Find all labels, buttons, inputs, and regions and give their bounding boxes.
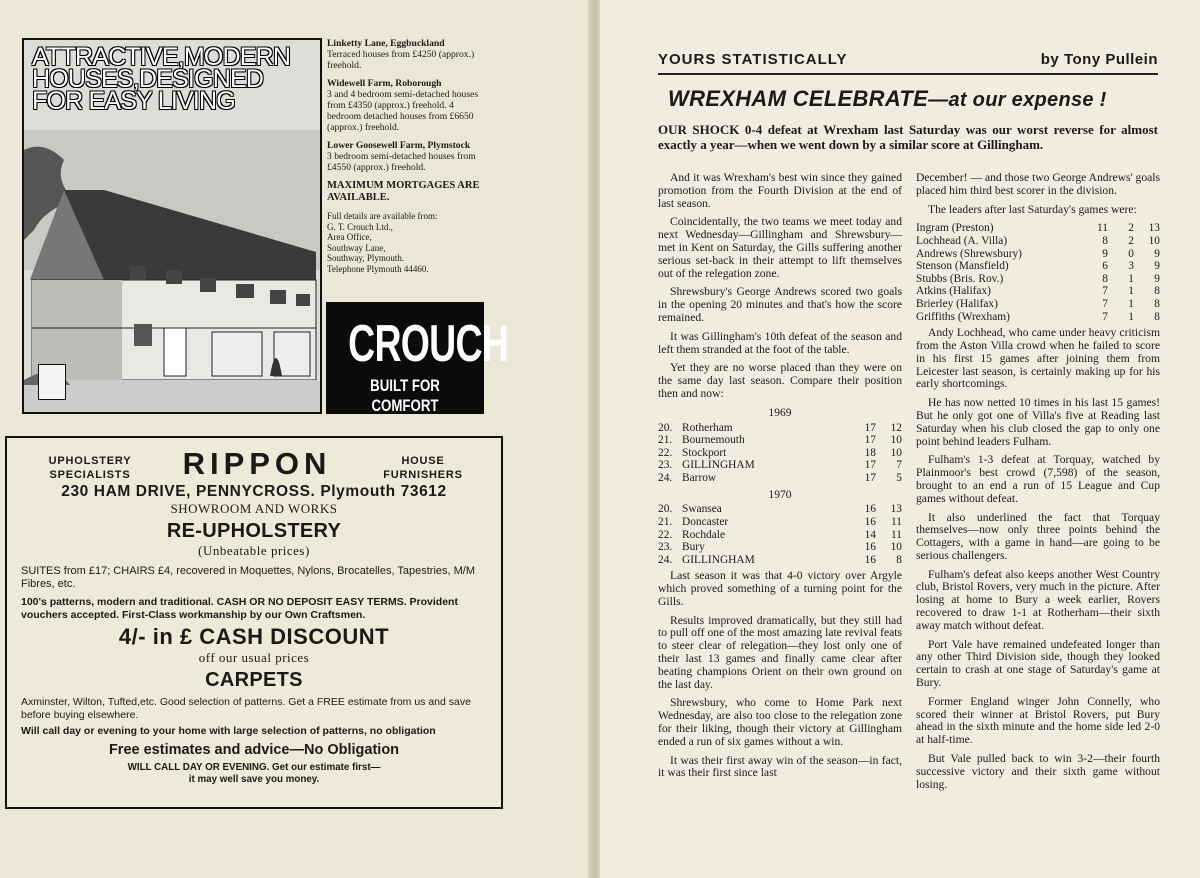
- pos-cell: 22.: [658, 446, 673, 459]
- article-title: [668, 86, 1107, 112]
- paragraph: Last season it was that 4-0 victory over Argyle which proved something of a turning point for the Gills.: [658, 569, 902, 608]
- scorer-name: Griffiths (Wrexham): [916, 310, 1010, 323]
- mortgage-notice: MAXIMUM MORTGAGES ARE AVAILABLE.: [327, 180, 480, 203]
- scorer-name: Ingram (Preston): [916, 222, 994, 235]
- cup-goals: 0: [1128, 247, 1134, 260]
- address-line: Southway Lane,: [327, 242, 386, 253]
- points-cell: 12: [890, 421, 902, 434]
- crouch-advert: [22, 38, 509, 415]
- scorer-name: Stenson (Mansfield): [916, 260, 1009, 273]
- address-line: G. T. Crouch Ltd.,: [327, 221, 393, 232]
- paragraph: December! — and those two George Andrews' goals placed him third best scorer in the division.: [916, 171, 1160, 197]
- scorers-table: [916, 222, 1160, 323]
- table-row: [658, 554, 902, 567]
- location-name: Linketty Lane, Eggbuckland: [327, 38, 445, 49]
- pos-cell: 24.: [658, 471, 673, 484]
- furnishers-tag: HOUSE FURNISHERS: [383, 455, 463, 481]
- team-cell: Doncaster: [682, 515, 729, 528]
- league-goals: 7: [1102, 310, 1108, 323]
- paragraph: The leaders after last Saturday's games were:: [928, 202, 1137, 216]
- pos-cell: 21.: [658, 434, 673, 447]
- team-cell: Swansea: [682, 503, 722, 516]
- address-line: Area Office,: [327, 232, 372, 243]
- total-goals: 8: [1154, 297, 1160, 310]
- pos-cell: 23.: [658, 459, 673, 472]
- scorer-name: Atkins (Halifax): [916, 285, 991, 298]
- cup-goals: 1: [1128, 285, 1134, 298]
- total-goals: 13: [1148, 222, 1160, 235]
- paragraph: It was Gillingham's 10th defeat of the season and left them stranded at the foot of the table.: [658, 329, 902, 356]
- pos-cell: 24.: [658, 553, 673, 566]
- logo-name: CROUCH: [348, 315, 509, 373]
- save-money: it may well save you money.: [188, 774, 320, 785]
- points-cell: 10: [890, 434, 902, 447]
- paragraph: But Vale pulled back to win 3-2—their fourth successive victory and their sixth game without losing.: [916, 752, 1160, 791]
- paragraph: Results improved dramatically, but they still had to pull off one of the most amazing late revival feats to steer clear of relegation—they lost only one of their last 13 games and finally came clear after beating champions Orient on their own ground on the last day.: [658, 613, 902, 691]
- crouch-logo: [326, 302, 509, 415]
- logo-tagline: BUILT FOR COMFORT: [370, 376, 440, 415]
- points-cell: 13: [890, 503, 902, 516]
- played-cell: 17: [864, 459, 876, 472]
- team-cell: GILLINGHAM: [682, 459, 755, 472]
- title-sub: —at our expense !: [928, 89, 1107, 111]
- carpets-heading: CARPETS: [205, 669, 303, 691]
- showroom-line: SHOWROOM AND WORKS: [170, 501, 338, 516]
- scorer-name: Brierley (Halifax): [916, 297, 998, 310]
- points-cell: 7: [896, 459, 902, 472]
- table-row: [658, 529, 902, 542]
- paragraph: Fulham's defeat also keeps another West Country club, Bristol Rovers, very much in the picture. After losing at home to Bury a week earlier, Rovers recovered to draw 1-1 at Rotherham—their sixth away match without defeat.: [916, 567, 1160, 632]
- cup-goals: 1: [1128, 310, 1134, 323]
- table-row: [916, 222, 1160, 235]
- details-intro: Full details are available from:: [327, 211, 438, 221]
- table-1970-label: 1970: [768, 487, 792, 501]
- points-cell: 5: [896, 471, 902, 484]
- table-row: [658, 459, 902, 472]
- table-row: [658, 503, 902, 516]
- points-cell: 10: [890, 541, 902, 554]
- scorer-name: Stubbs (Bris. Rov.): [916, 272, 1004, 285]
- off-prices: off our usual prices: [198, 650, 310, 665]
- paragraph: He has now netted 10 times in his last 15 games! But he only got one of Villa's five at Reading last Saturday when his club closed the gap to only one point behind leaders Fulham.: [916, 396, 1160, 448]
- article-column-1: [658, 172, 902, 786]
- paragraph: Shrewsbury's George Andrews scored two goals in the opening 20 minutes and that's how the score remained.: [658, 285, 902, 324]
- column-masthead: [658, 49, 1158, 75]
- cup-goals: 2: [1128, 234, 1134, 247]
- scorer-name: Lochhead (A. Villa): [916, 234, 1008, 247]
- played-cell: 16: [864, 553, 876, 566]
- paragraph: Andy Lochhead, who came under heavy criticism from the Aston Villa crowd when he failed to score in his first 15 games after joining them from Leicester last season, is certainly making up for his early shortcomings.: [916, 326, 1160, 391]
- rippon-name: RIPPON: [182, 446, 332, 481]
- played-cell: 16: [864, 541, 876, 554]
- article-lead: OUR SHOCK 0-4 defeat at Wrexham last Saturday was our worst reverse for almost exactly a year—when we went down by a similar score at Gillingham.: [658, 122, 1158, 152]
- cup-goals: 1: [1128, 297, 1134, 310]
- paragraph: And it was Wrexham's best win since they gained promotion from the Fourth Division at the end of last season.: [658, 171, 902, 210]
- total-goals: 9: [1154, 272, 1160, 285]
- location-desc: 3 and 4 bedroom semi-detached houses from £4350 (approx.) freehold. 4 bedroom detached houses from £6650 (approx.) freehold.: [327, 89, 479, 133]
- played-cell: 17: [864, 471, 876, 484]
- free-estimates: Free estimates and advice—No Obligation: [108, 742, 400, 758]
- title-main: WREXHAM CELEBRATE: [668, 86, 929, 111]
- team-cell: Rotherham: [682, 421, 733, 434]
- played-cell: 17: [864, 434, 876, 447]
- pos-cell: 21.: [658, 515, 673, 528]
- location-name: Lower Goosewell Farm, Plymstock: [327, 140, 471, 151]
- address-line: Telephone Plymouth 44460.: [327, 263, 429, 274]
- total-goals: 10: [1148, 234, 1160, 247]
- total-goals: 8: [1154, 310, 1160, 323]
- team-cell: Bury: [682, 541, 705, 554]
- league-goals: 7: [1102, 285, 1108, 298]
- will-call-caps: WILL CALL DAY OR EVENING. Get our estimate first—: [127, 762, 381, 773]
- patterns-text: 100's patterns, modern and traditional. CASH OR NO DEPOSIT EASY TERMS. Provident vouchers accepted. First-Class workmanship by our Own Craftsmen.: [21, 596, 458, 621]
- unbeatable-line: (Unbeatable prices): [198, 543, 310, 558]
- table-1970: [658, 503, 902, 566]
- played-cell: 16: [864, 503, 876, 516]
- table-1969: [658, 422, 902, 485]
- paragraph: Fulham's 1-3 defeat at Torquay, watched by Plainmoor's best crowd (7,598) of the season, brought to an end a run of 15 League and Cup games without defeat.: [916, 453, 1160, 505]
- pos-cell: 22.: [658, 528, 673, 541]
- location-goosewell: [327, 140, 487, 173]
- team-cell: Barrow: [682, 471, 717, 484]
- cash-discount: 4/- in £ CASH DISCOUNT: [118, 624, 390, 649]
- location-widewell: [327, 78, 487, 133]
- played-cell: 18: [864, 446, 876, 459]
- crouch-details: [327, 38, 487, 275]
- total-goals: 8: [1154, 285, 1160, 298]
- house-photo: [22, 38, 322, 414]
- paragraph: Port Vale have remained undefeated longer than any other Third Division side, though they looked certain to crash at one stage of Saturday's game at Bury.: [916, 637, 1160, 690]
- table-row: [658, 516, 902, 529]
- pos-cell: 20.: [658, 421, 673, 434]
- advert-headline: ATTRACTIVE,MODERN HOUSES,DESIGNED FOR EASY LIVING: [32, 43, 291, 115]
- total-goals: 9: [1154, 260, 1160, 273]
- address-line: Southway, Plymouth.: [327, 253, 405, 264]
- column-name: YOURS STATISTICALLY: [658, 51, 848, 68]
- location-desc: Terraced houses from £4250 (approx.) freehold.: [327, 49, 475, 71]
- team-cell: Bournemouth: [682, 434, 745, 447]
- table-row: [658, 434, 902, 447]
- rippon-address: 230 HAM DRIVE, PENNYCROSS. Plymouth 73612: [61, 483, 447, 500]
- right-page: [600, 0, 1200, 878]
- location-linketty: [327, 38, 487, 71]
- league-goals: 7: [1102, 297, 1108, 310]
- points-cell: 8: [896, 553, 902, 566]
- team-cell: GILLINGHAM: [682, 553, 755, 566]
- played-cell: 17: [864, 421, 876, 434]
- paragraph: Yet they are no worse placed than they were on the same day last season. Compare their position then and now:: [658, 361, 902, 400]
- byline: by Tony Pullein: [1040, 51, 1158, 68]
- pos-cell: 20.: [658, 503, 673, 516]
- played-cell: 14: [864, 528, 876, 541]
- league-goals: 6: [1102, 260, 1108, 273]
- cup-goals: 3: [1128, 260, 1134, 273]
- table-1969-label: 1969: [768, 405, 792, 419]
- paragraph: It also underlined the fact that Torquay themselves—now only three points behind the Cottagers, with a game in hand—are going to be serious challengers.: [916, 510, 1160, 562]
- table-row: [916, 235, 1160, 248]
- article-column-2: [916, 172, 1160, 797]
- will-call-text: Will call day or evening to your home with large selection of patterns, no obligation: [21, 725, 436, 737]
- location-desc: 3 bedroom semi-detached houses from £4550 (approx.) freehold.: [327, 151, 476, 173]
- table-row: [658, 422, 902, 435]
- league-goals: 9: [1102, 247, 1108, 260]
- table-row: [658, 447, 902, 460]
- cup-goals: 2: [1128, 222, 1134, 235]
- upholstery-tag: UPHOLSTERY SPECIALISTS: [48, 455, 132, 481]
- table-row: [658, 472, 902, 485]
- rippon-header: [7, 438, 501, 482]
- suites-text: SUITES from £17; CHAIRS £4, recovered in Moquettes, Nylons, Brocatelles, Tapestries, M/M Fibres, etc.: [21, 565, 476, 590]
- points-cell: 10: [890, 446, 902, 459]
- cup-goals: 1: [1128, 272, 1134, 285]
- rippon-advert: [5, 436, 503, 809]
- total-goals: 9: [1154, 247, 1160, 260]
- scorer-name: Andrews (Shrewsbury): [916, 247, 1022, 260]
- league-goals: 11: [1097, 222, 1108, 235]
- table-row: [916, 285, 1160, 298]
- league-goals: 8: [1102, 272, 1108, 285]
- builder-badge: [38, 364, 66, 400]
- table-row: [916, 298, 1160, 311]
- table-row: [916, 273, 1160, 286]
- paragraph: Former England winger John Connelly, who scored their winner at Bristol Rovers, put Bury ahead in the sixth minute and the home side led 2-0 at half-time.: [916, 694, 1160, 747]
- played-cell: 16: [864, 515, 876, 528]
- team-cell: Stockport: [682, 446, 727, 459]
- reupholstery-heading: RE-UPHOLSTERY: [166, 520, 342, 542]
- table-row: [658, 541, 902, 554]
- pos-cell: 23.: [658, 541, 673, 554]
- team-cell: Rochdale: [682, 528, 726, 541]
- paragraph: Coincidentally, the two teams we meet today and next Wednesday—Gillingham and Shrewsbury—met in Kent on Saturday, the Gills suffering another serious set-back in their attempt to lift themselves out of the relegation zone.: [658, 215, 902, 280]
- carpet-text: Axminster, Wilton, Tufted,etc. Good selection of patterns. Get a FREE estimate from us and save before buying elsewhere.: [21, 696, 471, 721]
- table-row: [916, 260, 1160, 273]
- league-goals: 8: [1102, 234, 1108, 247]
- left-page: [0, 0, 590, 878]
- paragraph: It was their first away win of the season—in fact, it was their first since last: [658, 753, 902, 780]
- location-name: Widewell Farm, Roborough: [327, 78, 442, 89]
- table-row: [916, 311, 1160, 324]
- table-row: [916, 248, 1160, 261]
- points-cell: 11: [891, 515, 902, 528]
- paragraph: Shrewsbury, who come to Home Park next Wednesday, are also too close to the relegation zone for their liking, though their victory at Gillingham ended a run of six games without a win.: [658, 696, 902, 748]
- points-cell: 11: [891, 528, 902, 541]
